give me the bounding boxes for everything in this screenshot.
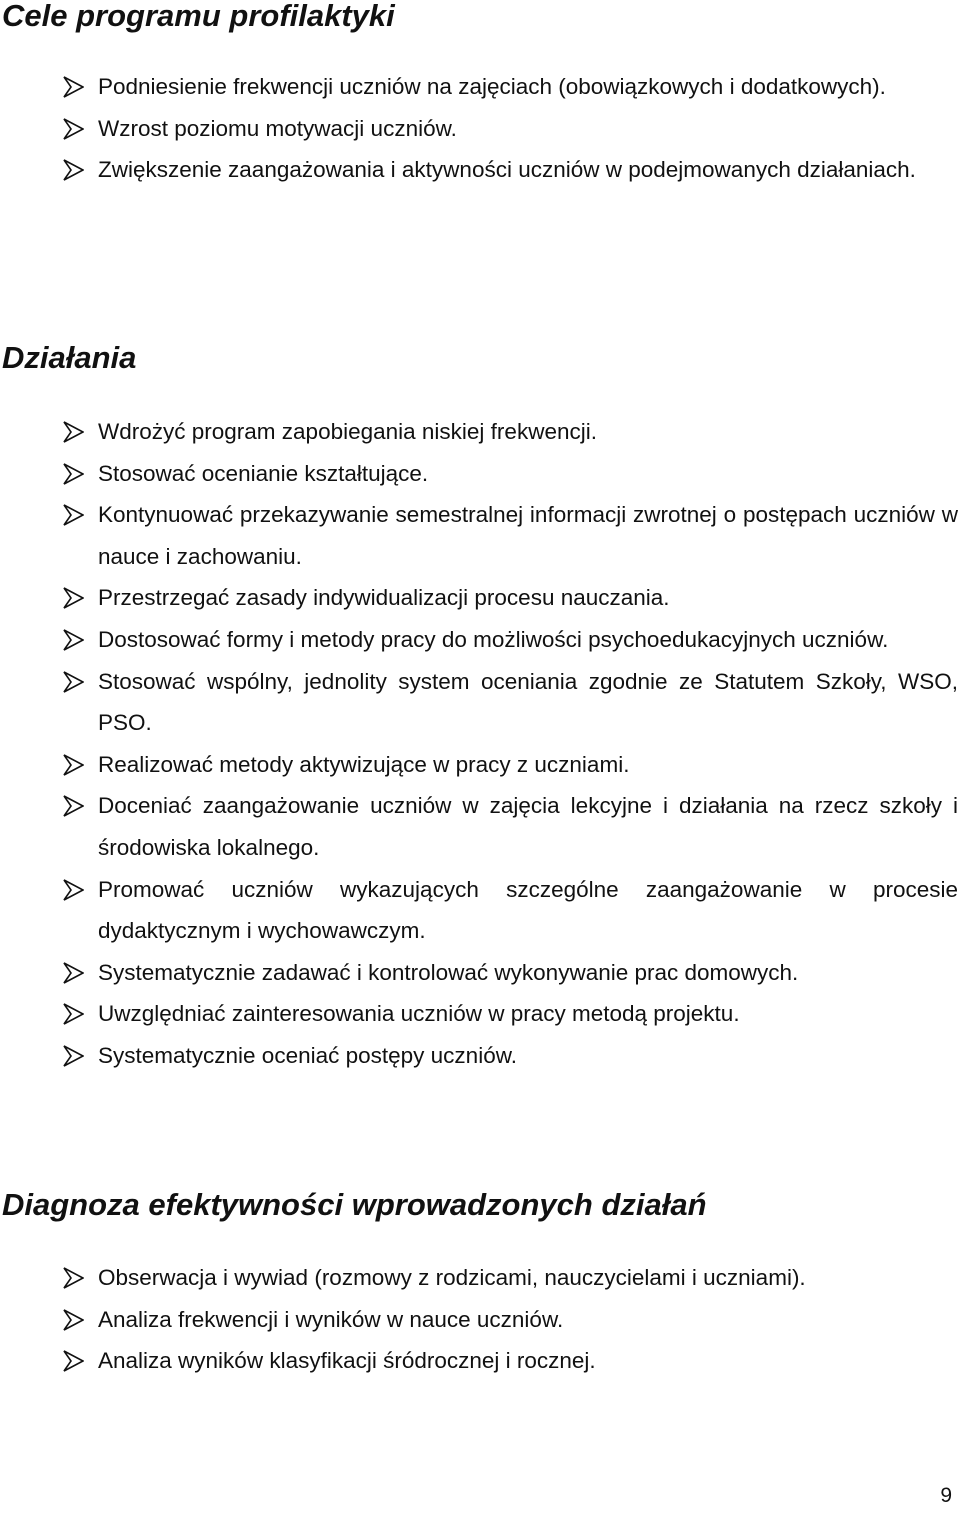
list-item-text: Podniesienie frekwencji uczniów na zajęciach (obowiązkowych i dodatkowych). — [98, 74, 886, 99]
list-item — [0, 1299, 960, 1341]
list-item — [0, 411, 960, 453]
arrowhead-bullet-icon — [62, 463, 84, 485]
arrowhead-bullet-icon — [62, 1350, 84, 1372]
list-item-text: Promować uczniów wykazujących szczególne zaangażowanie w procesie dydaktycznym i wychowawczym. — [98, 876, 958, 944]
arrowhead-bullet-icon — [62, 118, 84, 140]
actions-list — [0, 411, 960, 1077]
list-item — [0, 619, 960, 661]
list-item-text: Stosować wspólny, jednolity system oceniania zgodnie ze Statutem Szkoły, WSO, PSO. — [98, 668, 958, 736]
list-item — [0, 1257, 960, 1299]
diagnosis-list — [0, 1257, 960, 1382]
list-item — [0, 494, 960, 577]
arrowhead-bullet-icon — [62, 754, 84, 776]
arrowhead-bullet-icon — [62, 1309, 84, 1331]
arrowhead-bullet-icon — [62, 671, 84, 693]
arrowhead-bullet-icon — [62, 879, 84, 901]
list-item — [0, 1340, 960, 1382]
list-item — [0, 1035, 960, 1077]
arrowhead-bullet-icon — [62, 421, 84, 443]
list-item-text: Systematycznie zadawać i kontrolować wykonywanie prac domowych. — [98, 959, 799, 985]
list-item — [0, 149, 960, 191]
list-item — [0, 66, 960, 108]
list-item-text: Wdrożyć program zapobiegania niskiej frekwencji. — [98, 419, 597, 444]
list-item-text: Kontynuować przekazywanie semestralnej informacji zwrotnej o postępach uczniów w nauce i zachowaniu. — [98, 502, 958, 569]
list-item — [0, 661, 960, 744]
list-item-text: Systematycznie oceniać postępy uczniów. — [98, 1042, 517, 1068]
list-item-text: Przestrzegać zasady indywidualizacji procesu nauczania. — [98, 585, 670, 611]
list-item-text: Realizować metody aktywizujące w pracy z uczniami. — [98, 751, 630, 777]
arrowhead-bullet-icon — [62, 1045, 84, 1067]
list-item-text: Doceniać zaangażowanie uczniów w zajęcia lekcyjne i działania na rzecz szkoły i środowiska lokalnego. — [98, 793, 958, 860]
list-item — [0, 785, 960, 868]
arrowhead-bullet-icon — [62, 629, 84, 651]
arrowhead-bullet-icon — [62, 159, 84, 181]
arrowhead-bullet-icon — [62, 795, 84, 817]
list-item-text: Analiza frekwencji i wyników w nauce uczniów. — [98, 1306, 564, 1332]
goals-list — [0, 66, 960, 191]
arrowhead-bullet-icon — [62, 1267, 84, 1289]
arrowhead-bullet-icon — [62, 962, 84, 984]
section-heading-actions: Działania — [2, 340, 137, 375]
list-item-text: Obserwacja i wywiad (rozmowy z rodzicami, nauczycielami i uczniami). — [98, 1265, 806, 1290]
arrowhead-bullet-icon — [62, 76, 84, 98]
section-heading-goals: Cele programu profilaktyki — [2, 0, 395, 33]
list-item-text: Dostosować formy i metody pracy do możliwości psychoedukacyjnych uczniów. — [98, 626, 889, 652]
list-item — [0, 453, 960, 495]
list-item — [0, 577, 960, 619]
arrowhead-bullet-icon — [62, 587, 84, 609]
list-item — [0, 869, 960, 952]
list-item-text: Uwzględniać zainteresowania uczniów w pracy metodą projektu. — [98, 1001, 740, 1027]
arrowhead-bullet-icon — [62, 1003, 84, 1025]
list-item — [0, 744, 960, 786]
list-item-text: Zwiększenie zaangażowania i aktywności uczniów w podejmowanych działaniach. — [98, 157, 916, 183]
page-number: 9 — [940, 1484, 952, 1507]
list-item — [0, 108, 960, 150]
section-heading-diagnosis: Diagnoza efektywności wprowadzonych działań — [2, 1187, 707, 1222]
arrowhead-bullet-icon — [62, 504, 84, 526]
list-item-text: Stosować ocenianie kształtujące. — [98, 460, 429, 486]
list-item — [0, 952, 960, 994]
list-item-text: Wzrost poziomu motywacji uczniów. — [98, 115, 457, 141]
list-item-text: Analiza wyników klasyfikacji śródrocznej i rocznej. — [98, 1348, 596, 1374]
list-item — [0, 993, 960, 1035]
